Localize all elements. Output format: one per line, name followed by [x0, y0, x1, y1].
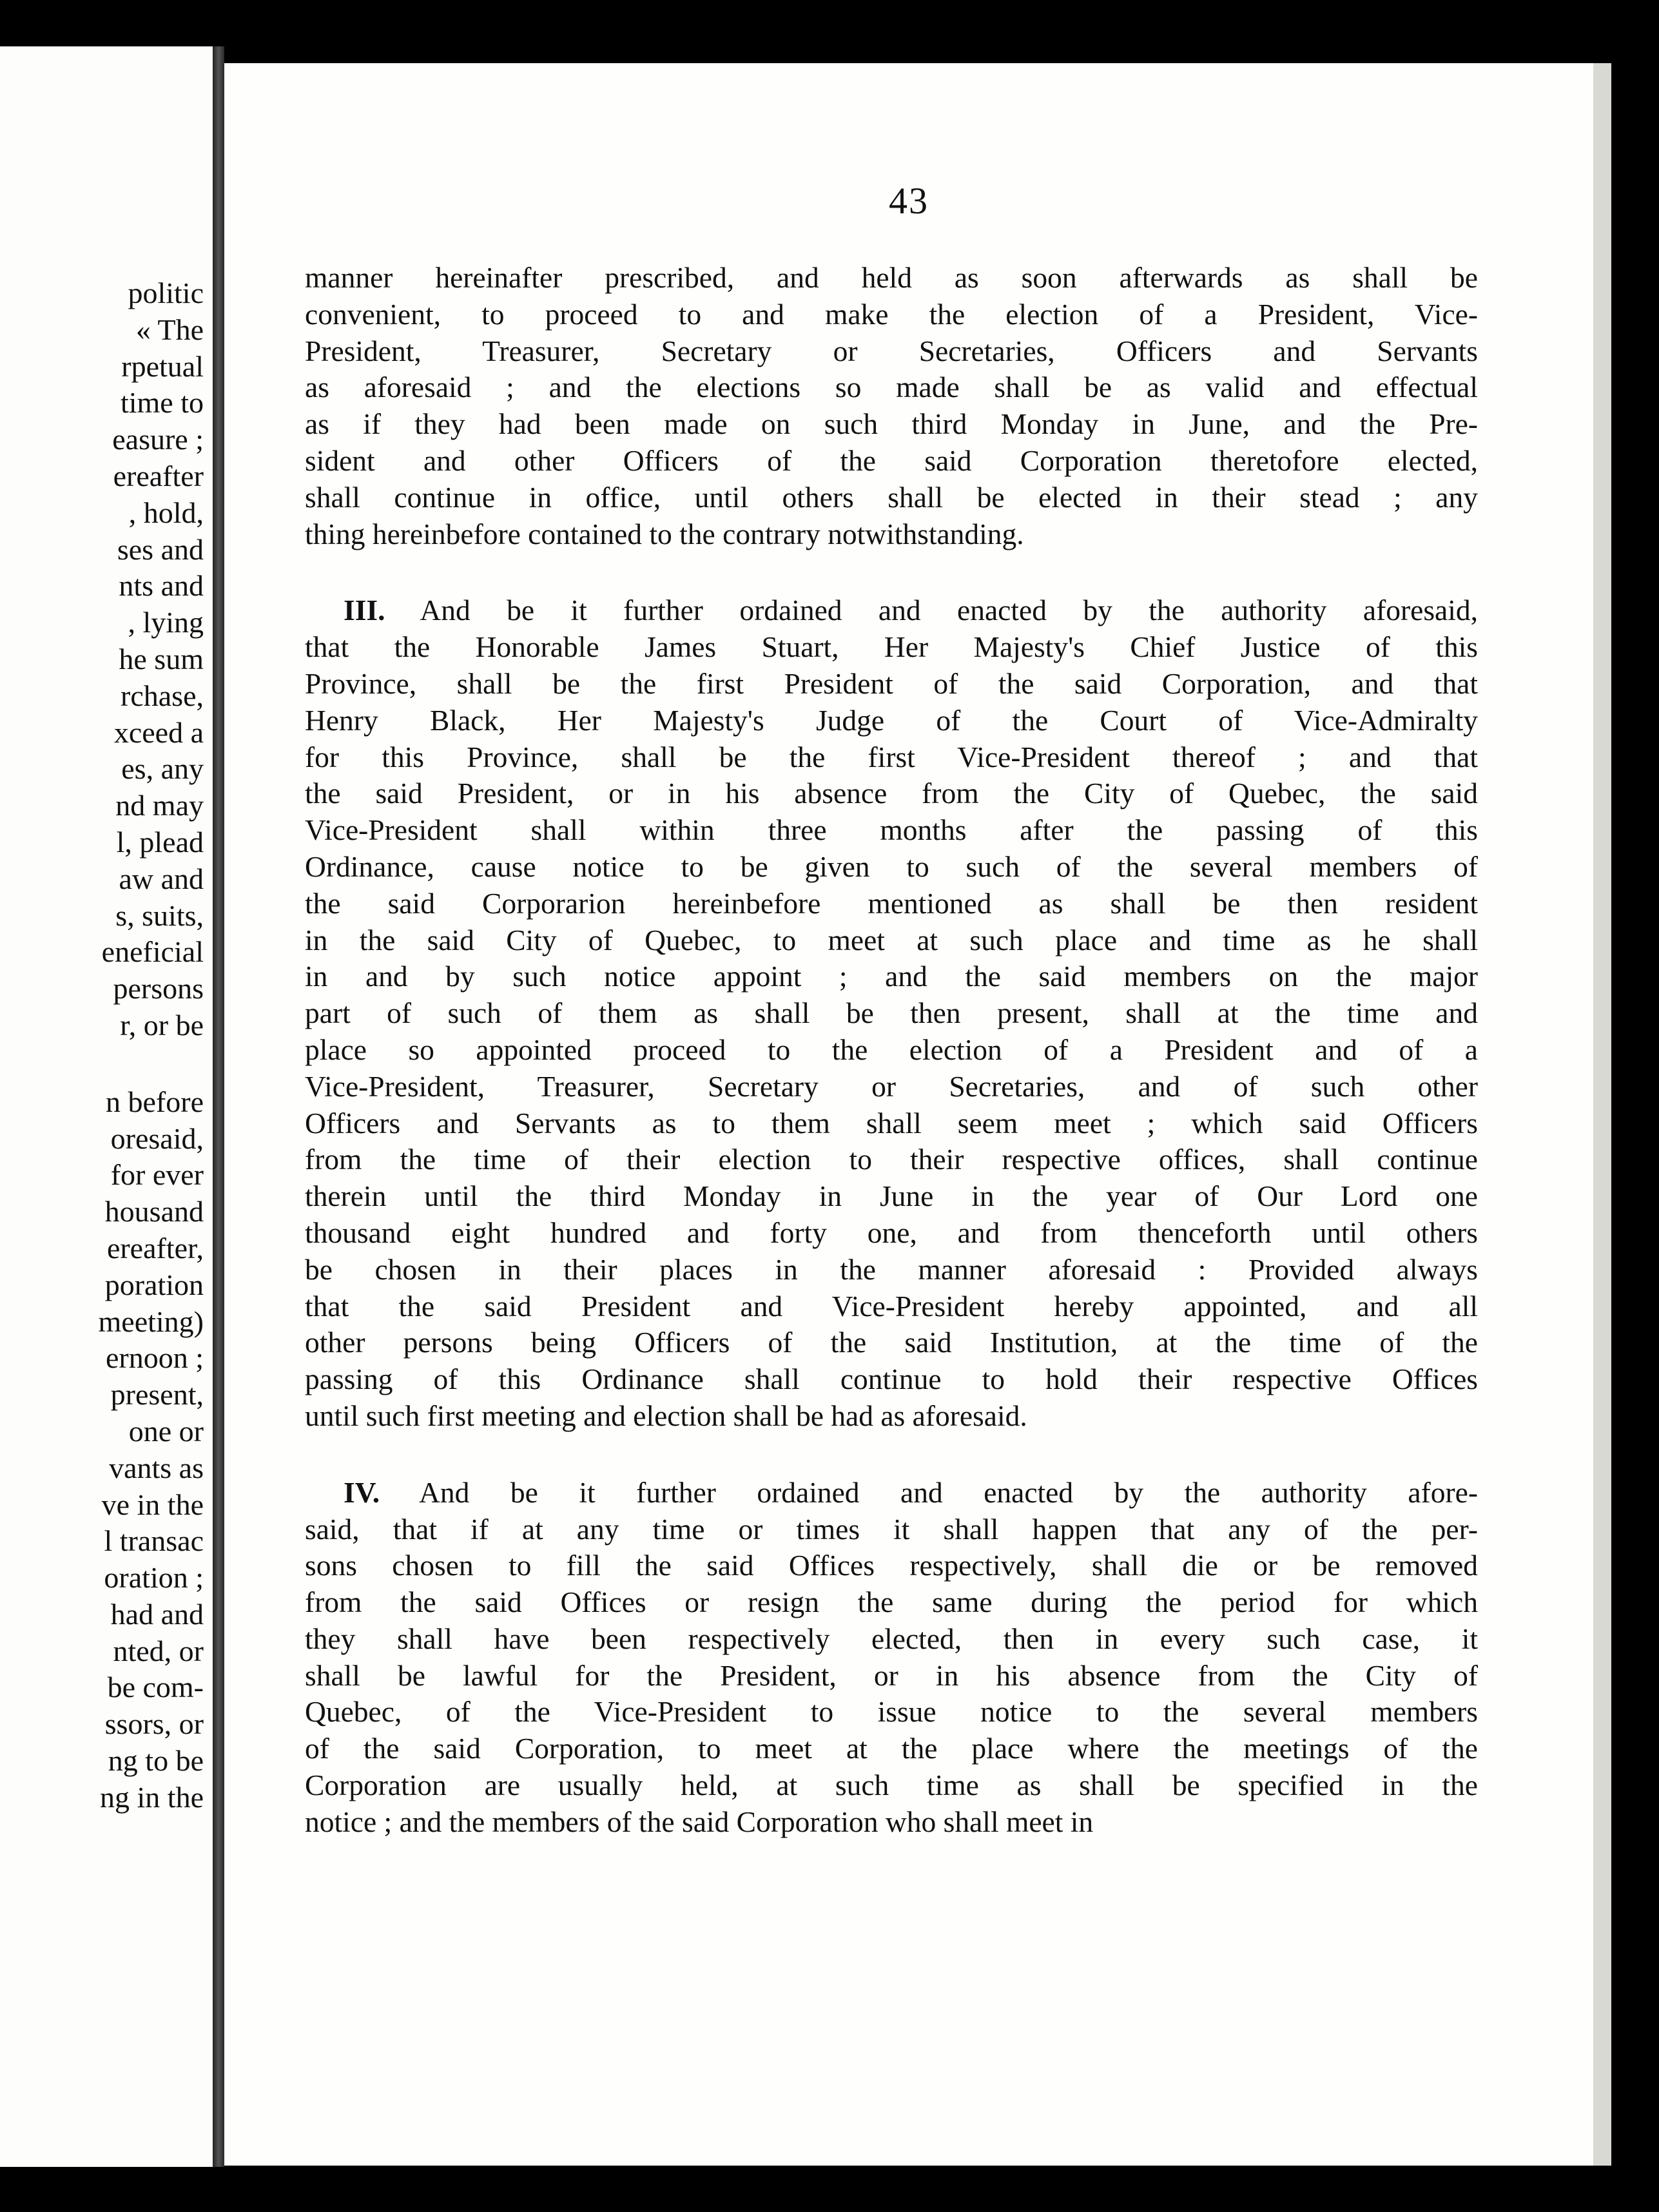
facing-page-line: , hold, [128, 496, 204, 529]
facing-page-line: xceed a [113, 715, 204, 749]
text-line [305, 406, 1478, 443]
facing-page-line: es, any [121, 752, 204, 786]
facing-page-line: ses and [117, 532, 204, 566]
text-line [305, 480, 1478, 516]
body-text [305, 260, 1478, 1841]
section-number: IV. [344, 1475, 380, 1509]
text-line [305, 886, 1478, 922]
line-text: of the said Corporation, to meet at the place where the meetings of the [305, 1732, 1478, 1765]
facing-page-line: l, plead [116, 825, 204, 859]
page-number: 43 [889, 180, 929, 222]
line-text: part of such of them as shall be then present, shall at the time and [305, 996, 1478, 1030]
text-line [305, 703, 1478, 739]
text-line [305, 1105, 1478, 1142]
line-text: that the Honorable James Stuart, Her Majesty's Chief Justice of this [305, 630, 1478, 664]
paragraph [305, 1475, 1478, 1841]
facing-page-line: ereafter, [106, 1231, 204, 1265]
facing-page-line [0, 1044, 204, 1084]
facing-page-line: « The [135, 313, 204, 346]
facing-page-line: nts and [119, 569, 204, 603]
facing-page-line: oration ; [104, 1561, 204, 1595]
facing-page-line: time to [120, 386, 204, 420]
paragraph [305, 260, 1478, 552]
line-text: Corporation are usually held, at such time as shall be specified in the [305, 1769, 1478, 1802]
line-text: notice ; and the members of the said Corporation who shall meet in [305, 1805, 1094, 1838]
facing-page-line: had and [110, 1597, 204, 1631]
facing-page-text [0, 275, 204, 1816]
line-text: thing hereinbefore contained to the contrary notwithstanding. [305, 517, 1024, 550]
facing-page-line: vants as [109, 1451, 204, 1484]
facing-page-line: ve in the [101, 1488, 204, 1521]
text-line [305, 1215, 1478, 1252]
line-text: place so appointed proceed to the election of a President and of a [305, 1033, 1478, 1066]
line-text: in the said City of Quebec, to meet at such place and time as he shall [305, 923, 1478, 956]
text-line [305, 1324, 1478, 1361]
text-line [305, 922, 1478, 959]
line-text: And be it further ordained and enacted by the authority afore- [380, 1475, 1478, 1509]
facing-page-line: for ever [110, 1158, 204, 1192]
text-line [305, 1398, 1478, 1435]
facing-page-line: eneficial [101, 935, 204, 969]
text-line [305, 333, 1478, 370]
line-text: And be it further ordained and enacted by the authority aforesaid, [385, 594, 1478, 627]
text-line [305, 1141, 1478, 1178]
line-text: as aforesaid ; and the elections so made shall be as valid and effectual [305, 371, 1478, 404]
line-text: sons chosen to fill the said Offices respectively, shall die or be removed [305, 1549, 1478, 1582]
line-text: the said Corporarion hereinbefore mentioned as shall be then resident [305, 886, 1478, 920]
facing-page-line: one or [128, 1414, 204, 1448]
text-line [305, 1767, 1478, 1804]
line-text: Henry Black, Her Majesty's Judge of the Court of Vice-Admiralty [305, 703, 1478, 737]
text-line [305, 1178, 1478, 1215]
text-line [305, 516, 1478, 553]
text-line [305, 443, 1478, 480]
text-line [305, 1511, 1478, 1548]
text-line [305, 739, 1478, 776]
line-text: President, Treasurer, Secretary or Secretaries, Officers and Servants [305, 334, 1478, 367]
facing-page-line: ereafter [113, 459, 204, 492]
facing-page-line: persons [113, 972, 204, 1005]
line-text: for this Province, shall be the first Vice-President thereof ; and that [305, 740, 1478, 773]
facing-page-line: easure ; [112, 423, 204, 456]
line-text: other persons being Officers of the said Institution, at the time of the [305, 1326, 1478, 1359]
line-text: shall continue in office, until others shall be elected in their stead ; any [305, 480, 1478, 514]
text-line [305, 1804, 1478, 1841]
line-text: in and by such notice appoint ; and the said members on the major [305, 960, 1478, 993]
line-text: Quebec, of the Vice-President to issue notice to the several members [305, 1695, 1478, 1729]
text-line [305, 296, 1478, 333]
document-page [224, 63, 1611, 2166]
line-text: be chosen in their places in the manner aforesaid : Provided always [305, 1252, 1478, 1286]
text-line [305, 260, 1478, 296]
facing-page-line: n before [106, 1085, 204, 1118]
facing-page-line: ernoon ; [105, 1341, 204, 1375]
facing-page-line: aw and [119, 862, 204, 895]
line-text: as if they had been made on such third Monday in June, and the Pre- [305, 407, 1478, 441]
text-line [305, 666, 1478, 703]
facing-page-line: poration [104, 1268, 204, 1301]
facing-page-line: , lying [128, 606, 204, 639]
facing-page-line: present, [110, 1378, 204, 1412]
facing-page-line: ng to be [108, 1744, 204, 1778]
facing-page-line: nd may [115, 789, 204, 822]
facing-page-line: r, or be [120, 1008, 204, 1042]
line-text: said, that if at any time or times it shall happen that any of the per- [305, 1512, 1478, 1546]
text-line [305, 1658, 1478, 1694]
text-line [305, 369, 1478, 406]
line-text: Ordinance, cause notice to be given to such of the several members of [305, 849, 1478, 883]
text-line [305, 1475, 1478, 1511]
facing-page-line: ssors, or [104, 1707, 204, 1741]
facing-page-line: l transac [104, 1524, 204, 1558]
facing-page-line: meeting) [98, 1305, 204, 1338]
line-text: from the time of their election to their respective offices, shall continue [305, 1143, 1478, 1176]
paragraph [305, 592, 1478, 1434]
section-number: III. [344, 594, 385, 627]
facing-page-line: he sum [119, 642, 204, 675]
line-text: Vice-President shall within three months after the passing of this [305, 813, 1478, 847]
line-text: Officers and Servants as to them shall seem meet ; which said Officers [305, 1106, 1478, 1140]
line-text: sident and other Officers of the said Corporation theretofore elected, [305, 443, 1478, 477]
text-line [305, 1547, 1478, 1584]
line-text: that the said President and Vice-President hereby appointed, and all [305, 1289, 1478, 1323]
line-text: they shall have been respectively elected, then in every such case, it [305, 1622, 1478, 1655]
book-gutter [213, 46, 224, 2167]
line-text: Vice-President, Treasurer, Secretary or Secretaries, and of such other [305, 1069, 1478, 1103]
line-text: thousand eight hundred and forty one, and from thenceforth until others [305, 1216, 1478, 1249]
text-line [305, 1032, 1478, 1069]
line-text: the said President, or in his absence from the City of Quebec, the said [305, 777, 1478, 810]
text-line [305, 1584, 1478, 1621]
facing-page-line: ng in the [100, 1780, 204, 1814]
facing-page-line: nted, or [113, 1634, 204, 1667]
text-line [305, 1361, 1478, 1398]
line-text: passing of this Ordinance shall continue to hold their respective Offices [305, 1363, 1478, 1396]
line-text: until such first meeting and election shall be had as aforesaid. [305, 1399, 1027, 1432]
facing-page-line: housand [104, 1195, 204, 1228]
text-line [305, 1252, 1478, 1288]
facing-page-line: rpetual [121, 349, 204, 383]
text-line [305, 849, 1478, 886]
facing-page-line: rchase, [121, 679, 204, 712]
text-line [305, 592, 1478, 629]
line-text: shall be lawful for the President, or in his absence from the City of [305, 1658, 1478, 1692]
facing-page-line: s, suits, [115, 898, 204, 932]
text-line [305, 1621, 1478, 1658]
text-line [305, 995, 1478, 1032]
text-line [305, 775, 1478, 812]
line-text: convenient, to proceed to and make the election of a President, Vice- [305, 297, 1478, 331]
text-line [305, 958, 1478, 995]
text-line [305, 812, 1478, 849]
text-line [305, 1069, 1478, 1105]
line-text: Province, shall be the first President of the said Corporation, and that [305, 666, 1478, 700]
text-line [305, 1731, 1478, 1767]
text-line [305, 1288, 1478, 1325]
text-line [305, 1694, 1478, 1731]
facing-page-line: be com- [107, 1671, 204, 1704]
text-line [305, 629, 1478, 666]
facing-page-fragment [0, 46, 216, 2167]
line-text: therein until the third Monday in June in the year of Our Lord one [305, 1179, 1478, 1213]
facing-page-line: politic [128, 276, 204, 309]
line-text: from the said Offices or resign the same during the period for which [305, 1586, 1478, 1619]
line-text: manner hereinafter prescribed, and held as soon afterwards as shall be [305, 261, 1478, 294]
facing-page-line: oresaid, [110, 1121, 204, 1155]
